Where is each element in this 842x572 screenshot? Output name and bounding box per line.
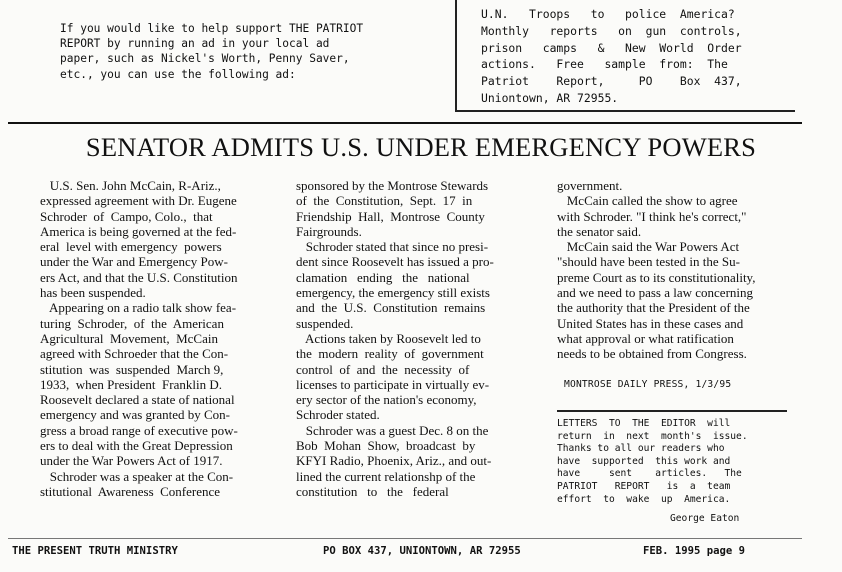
- letters-signature: George Eaton: [670, 513, 740, 524]
- footer-date-page: FEB. 1995 page 9: [643, 545, 746, 557]
- sample-ad-box: [455, 0, 795, 112]
- article-column-2: sponsored by the Montrose Stewards of the Constitution, Sept. 17 in Friendship Hall, Montrose County Fairgrounds. Schroder stated that since no presi- dent since Roosevelt has issued a pro- clamation ending the national emergency, the emergency still exists and the U.S. Constitution remains suspended. Actions taken by Roosevelt led to the modern reality of government control of and the necessity of licenses to participate in virtually ev- ery sector of the nation's economy, Schroder stated. Schroder was a guest Dec. 8 on the Bob Mohan Show, broadcast by KFYI Radio, Phoenix, Ariz., and out- lined the current relationshp of the constitution to the federal: [296, 178, 494, 499]
- page-footer: [0, 545, 842, 561]
- footer-publisher: THE PRESENT TRUTH MINISTRY: [12, 545, 178, 557]
- footer-address: PO BOX 437, UNIONTOWN, AR 72955: [323, 545, 521, 557]
- support-request-text: If you would like to help support THE PATRIOT REPORT by running an ad in your local ad paper, such as Nickel's Worth, Penny Saver, etc., you can use the following ad:: [60, 22, 364, 81]
- letters-notice-box: [557, 410, 787, 506]
- article-headline: SENATOR ADMITS U.S. UNDER EMERGENCY POWERS: [85, 132, 757, 162]
- article-column-1: U.S. Sen. John McCain, R-Ariz., expressed agreement with Dr. Eugene Schroder of Campo, Colo., that America is being governed at the fed- eral level with emergency powers under the War and Emergency Pow- ers Act, and that the U.S. Constitution has been suspended. Appearing on a radio talk show fea- turing Schroder, of the American Agricultural Movement, McCain agreed with Schroeder that the Con- stitution was suspended March 9, 1933, when President Franklin D. Roosevelt declared a state of national emergency and was granted by Con- gress a broad range of executive pow- ers to deal with the Great Depression under the War Powers Act of 1917. Schroder was a speaker at the Con- stitutional Awareness Conference: [40, 178, 238, 499]
- bottom-divider: [8, 538, 802, 539]
- article-source-credit: MONTROSE DAILY PRESS, 1/3/95: [564, 379, 732, 390]
- article-column-3: government. McCain called the show to agree with Schroder. "I think he's correct," the senator said. McCain said the War Powers Act "should have been tested in the Su- preme Court as to its constitutionality, and we need to pass a law concerning the authority that the President of the United States has in these cases and what approval or what ratification needs to be obtained from Congress.: [557, 178, 756, 362]
- sample-ad-text: U.N. Troops to police America? Monthly reports on gun controls, prison camps & New World Order actions. Free sample from: The Patriot Report, PO Box 437, Uniontown, AR 72955.: [481, 7, 742, 105]
- top-divider: [8, 122, 802, 124]
- letters-notice-text: LETTERS TO THE EDITOR will return in next month's issue. Thanks to all our readers who have supported this work and have sent articles. The PATRIOT REPORT is a team effort to wake up America.: [557, 418, 748, 505]
